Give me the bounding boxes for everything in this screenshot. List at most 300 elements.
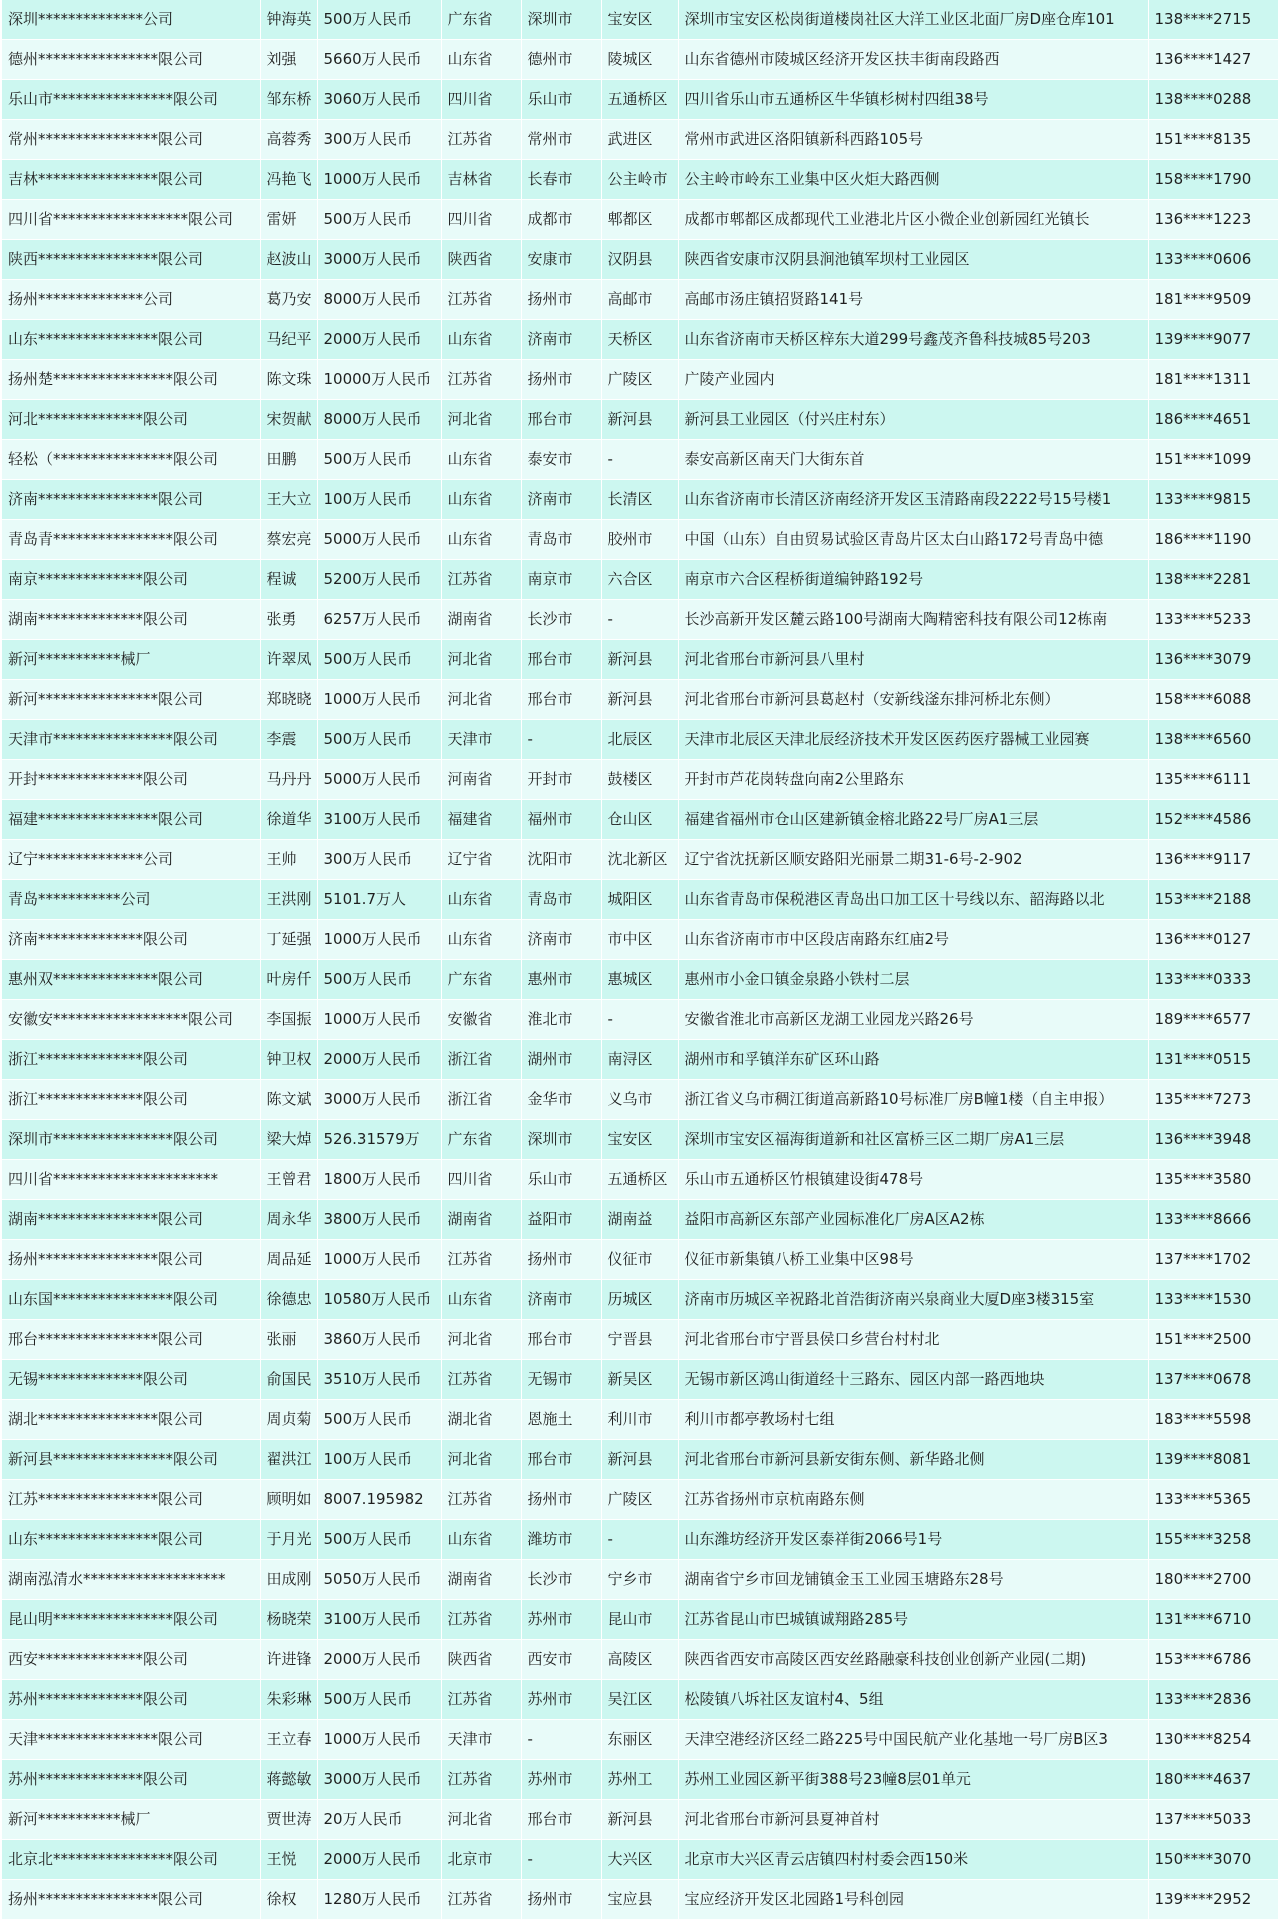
- registered-capital-cell: 100万人民币: [317, 480, 441, 520]
- table-row: [2, 1800, 1278, 1840]
- district-cell: 新河县: [601, 1440, 678, 1480]
- phone-cell: 138****2281: [1148, 560, 1278, 600]
- legal-rep-cell: 田成刚: [260, 1560, 317, 1600]
- district-cell: 城阳区: [601, 880, 678, 920]
- table-row: [2, 1880, 1278, 1920]
- phone-cell: 183****5598: [1148, 1400, 1278, 1440]
- registered-capital-cell: 500万人民币: [317, 1680, 441, 1720]
- district-cell: 汉阴县: [601, 240, 678, 280]
- registered-capital-cell: 1800万人民币: [317, 1160, 441, 1200]
- company-name-cell: 德州****************限公司: [2, 40, 260, 80]
- district-cell: 胶州市: [601, 520, 678, 560]
- city-cell: 苏州市: [521, 1760, 601, 1800]
- registered-capital-cell: 500万人民币: [317, 1520, 441, 1560]
- table-row: [2, 1840, 1278, 1880]
- table-row: [2, 120, 1278, 160]
- legal-rep-cell: 梁大焯: [260, 1120, 317, 1160]
- legal-rep-cell: 马纪平: [260, 320, 317, 360]
- registered-capital-cell: 500万人民币: [317, 200, 441, 240]
- province-cell: 山东省: [441, 440, 521, 480]
- address-cell: 河北省邢台市新河县夏神首村: [678, 1800, 1148, 1840]
- registered-capital-cell: 3100万人民币: [317, 800, 441, 840]
- address-cell: 济南市历城区辛祝路北首浩街济南兴泉商业大厦D座3楼315室: [678, 1280, 1148, 1320]
- phone-cell: 151****1099: [1148, 440, 1278, 480]
- province-cell: 广东省: [441, 960, 521, 1000]
- city-cell: 青岛市: [521, 880, 601, 920]
- address-cell: 乐山市五通桥区竹根镇建设街478号: [678, 1160, 1148, 1200]
- district-cell: 五通桥区: [601, 1160, 678, 1200]
- legal-rep-cell: 顾明如: [260, 1480, 317, 1520]
- phone-cell: 135****7273: [1148, 1080, 1278, 1120]
- table-row: [2, 1000, 1278, 1040]
- district-cell: 新吴区: [601, 1360, 678, 1400]
- district-cell: 北辰区: [601, 720, 678, 760]
- table-row: [2, 1480, 1278, 1520]
- company-name-cell: 青岛***********公司: [2, 880, 260, 920]
- province-cell: 山东省: [441, 1520, 521, 1560]
- province-cell: 四川省: [441, 80, 521, 120]
- address-cell: 深圳市宝安区福海街道新和社区富桥三区二期厂房A1三层: [678, 1120, 1148, 1160]
- table-row: [2, 200, 1278, 240]
- registered-capital-cell: 300万人民币: [317, 120, 441, 160]
- company-name-cell: 吉林****************限公司: [2, 160, 260, 200]
- district-cell: -: [601, 600, 678, 640]
- phone-cell: 133****5233: [1148, 600, 1278, 640]
- province-cell: 浙江省: [441, 1040, 521, 1080]
- phone-cell: 186****1190: [1148, 520, 1278, 560]
- company-name-cell: 乐山市****************限公司: [2, 80, 260, 120]
- address-cell: 山东省青岛市保税港区青岛出口加工区十号线以东、韶海路以北: [678, 880, 1148, 920]
- city-cell: 济南市: [521, 480, 601, 520]
- legal-rep-cell: 王洪刚: [260, 880, 317, 920]
- city-cell: 邢台市: [521, 1440, 601, 1480]
- city-cell: 福州市: [521, 800, 601, 840]
- table-row: [2, 1560, 1278, 1600]
- city-cell: 济南市: [521, 320, 601, 360]
- address-cell: 湖南省宁乡市回龙铺镇金玉工业园玉塘路东28号: [678, 1560, 1148, 1600]
- table-row: [2, 1320, 1278, 1360]
- address-cell: 成都市郫都区成都现代工业港北片区小微企业创新园红光镇长: [678, 200, 1148, 240]
- company-name-cell: 安徽安******************限公司: [2, 1000, 260, 1040]
- table-row: [2, 600, 1278, 640]
- district-cell: 惠城区: [601, 960, 678, 1000]
- city-cell: 南京市: [521, 560, 601, 600]
- table-row: [2, 1760, 1278, 1800]
- province-cell: 山东省: [441, 480, 521, 520]
- province-cell: 江苏省: [441, 1760, 521, 1800]
- province-cell: 广东省: [441, 0, 521, 40]
- province-cell: 山东省: [441, 920, 521, 960]
- district-cell: 利川市: [601, 1400, 678, 1440]
- legal-rep-cell: 钟海英: [260, 0, 317, 40]
- province-cell: 江苏省: [441, 1240, 521, 1280]
- registered-capital-cell: 5101.7万人: [317, 880, 441, 920]
- address-cell: 南京市六合区程桥街道编钟路192号: [678, 560, 1148, 600]
- address-cell: 益阳市高新区东部产业园标准化厂房A区A2栋: [678, 1200, 1148, 1240]
- city-cell: 成都市: [521, 200, 601, 240]
- company-name-cell: 天津市****************限公司: [2, 720, 260, 760]
- company-name-cell: 湖南****************限公司: [2, 1200, 260, 1240]
- address-cell: 福建省福州市仓山区建新镇金榕北路22号厂房A1三层: [678, 800, 1148, 840]
- company-name-cell: 福建****************限公司: [2, 800, 260, 840]
- district-cell: 东丽区: [601, 1720, 678, 1760]
- address-cell: 开封市芦花岗转盘向南2公里路东: [678, 760, 1148, 800]
- registered-capital-cell: 3060万人民币: [317, 80, 441, 120]
- legal-rep-cell: 宋贺献: [260, 400, 317, 440]
- company-name-cell: 扬州楚****************限公司: [2, 360, 260, 400]
- province-cell: 山东省: [441, 320, 521, 360]
- city-cell: 青岛市: [521, 520, 601, 560]
- registered-capital-cell: 5050万人民币: [317, 1560, 441, 1600]
- table-row: [2, 880, 1278, 920]
- province-cell: 陕西省: [441, 1640, 521, 1680]
- city-cell: 常州市: [521, 120, 601, 160]
- city-cell: 长沙市: [521, 1560, 601, 1600]
- city-cell: 邢台市: [521, 400, 601, 440]
- company-name-cell: 西安**************限公司: [2, 1640, 260, 1680]
- company-name-cell: 开封**************限公司: [2, 760, 260, 800]
- address-cell: 安徽省淮北市高新区龙湖工业园龙兴路26号: [678, 1000, 1148, 1040]
- city-cell: -: [521, 1840, 601, 1880]
- district-cell: 宁乡市: [601, 1560, 678, 1600]
- company-name-cell: 济南****************限公司: [2, 480, 260, 520]
- legal-rep-cell: 郑晓晓: [260, 680, 317, 720]
- district-cell: -: [601, 1000, 678, 1040]
- district-cell: 宝安区: [601, 1120, 678, 1160]
- registered-capital-cell: 500万人民币: [317, 1400, 441, 1440]
- registered-capital-cell: 500万人民币: [317, 0, 441, 40]
- district-cell: 高陵区: [601, 1640, 678, 1680]
- city-cell: 德州市: [521, 40, 601, 80]
- table-row: [2, 1680, 1278, 1720]
- district-cell: 义乌市: [601, 1080, 678, 1120]
- company-name-cell: 天津****************限公司: [2, 1720, 260, 1760]
- address-cell: 河北省邢台市宁晋县侯口乡营台村村北: [678, 1320, 1148, 1360]
- registered-capital-cell: 1000万人民币: [317, 160, 441, 200]
- address-cell: 河北省邢台市新河县新安街东侧、新华路北侧: [678, 1440, 1148, 1480]
- province-cell: 吉林省: [441, 160, 521, 200]
- legal-rep-cell: 冯艳飞: [260, 160, 317, 200]
- registered-capital-cell: 3510万人民币: [317, 1360, 441, 1400]
- table-row: [2, 800, 1278, 840]
- district-cell: 历城区: [601, 1280, 678, 1320]
- registered-capital-cell: 3100万人民币: [317, 1600, 441, 1640]
- city-cell: 乐山市: [521, 1160, 601, 1200]
- registered-capital-cell: 1000万人民币: [317, 1000, 441, 1040]
- phone-cell: 139****9077: [1148, 320, 1278, 360]
- registered-capital-cell: 1000万人民币: [317, 920, 441, 960]
- company-name-cell: 湖北****************限公司: [2, 1400, 260, 1440]
- city-cell: 扬州市: [521, 280, 601, 320]
- phone-cell: 139****8081: [1148, 1440, 1278, 1480]
- legal-rep-cell: 邹东桥: [260, 80, 317, 120]
- company-name-cell: 无锡**************限公司: [2, 1360, 260, 1400]
- legal-rep-cell: 徐道华: [260, 800, 317, 840]
- district-cell: 公主岭市: [601, 160, 678, 200]
- registered-capital-cell: 3860万人民币: [317, 1320, 441, 1360]
- phone-cell: 133****8666: [1148, 1200, 1278, 1240]
- address-cell: 高邮市汤庄镇招贤路141号: [678, 280, 1148, 320]
- table-row: [2, 80, 1278, 120]
- district-cell: 新河县: [601, 680, 678, 720]
- registered-capital-cell: 500万人民币: [317, 440, 441, 480]
- phone-cell: 151****2500: [1148, 1320, 1278, 1360]
- city-cell: 扬州市: [521, 1240, 601, 1280]
- address-cell: 山东省济南市市中区段店南路东红庙2号: [678, 920, 1148, 960]
- city-cell: 长沙市: [521, 600, 601, 640]
- phone-cell: 180****2700: [1148, 1560, 1278, 1600]
- province-cell: 天津市: [441, 720, 521, 760]
- company-name-cell: 新河****************限公司: [2, 680, 260, 720]
- phone-cell: 133****9815: [1148, 480, 1278, 520]
- province-cell: 江苏省: [441, 1360, 521, 1400]
- legal-rep-cell: 王帅: [260, 840, 317, 880]
- legal-rep-cell: 王曾君: [260, 1160, 317, 1200]
- table-row: [2, 680, 1278, 720]
- province-cell: 四川省: [441, 200, 521, 240]
- address-cell: 惠州市小金口镇金泉路小铁村二层: [678, 960, 1148, 1000]
- company-name-cell: 新河县****************限公司: [2, 1440, 260, 1480]
- table-row: [2, 1280, 1278, 1320]
- table-row: [2, 1120, 1278, 1160]
- legal-rep-cell: 蒋懿敏: [260, 1760, 317, 1800]
- legal-rep-cell: 田鹏: [260, 440, 317, 480]
- phone-cell: 130****8254: [1148, 1720, 1278, 1760]
- phone-cell: 152****4586: [1148, 800, 1278, 840]
- city-cell: 金华市: [521, 1080, 601, 1120]
- legal-rep-cell: 贾世涛: [260, 1800, 317, 1840]
- legal-rep-cell: 王立春: [260, 1720, 317, 1760]
- phone-cell: 136****1427: [1148, 40, 1278, 80]
- company-name-cell: 苏州**************限公司: [2, 1760, 260, 1800]
- registered-capital-cell: 10580万人民币: [317, 1280, 441, 1320]
- legal-rep-cell: 刘强: [260, 40, 317, 80]
- phone-cell: 133****1530: [1148, 1280, 1278, 1320]
- table-row: [2, 400, 1278, 440]
- legal-rep-cell: 赵波山: [260, 240, 317, 280]
- city-cell: 邢台市: [521, 1800, 601, 1840]
- district-cell: 六合区: [601, 560, 678, 600]
- registered-capital-cell: 300万人民币: [317, 840, 441, 880]
- phone-cell: 158****6088: [1148, 680, 1278, 720]
- province-cell: 浙江省: [441, 1080, 521, 1120]
- registered-capital-cell: 8007.195982: [317, 1480, 441, 1520]
- district-cell: 天桥区: [601, 320, 678, 360]
- phone-cell: 136****0127: [1148, 920, 1278, 960]
- company-name-cell: 山东国****************限公司: [2, 1280, 260, 1320]
- district-cell: 昆山市: [601, 1600, 678, 1640]
- city-cell: 济南市: [521, 920, 601, 960]
- registered-capital-cell: 1000万人民币: [317, 1240, 441, 1280]
- phone-cell: 133****2836: [1148, 1680, 1278, 1720]
- registered-capital-cell: 2000万人民币: [317, 1840, 441, 1880]
- address-cell: 江苏省扬州市京杭南路东侧: [678, 1480, 1148, 1520]
- table-row: [2, 480, 1278, 520]
- province-cell: 湖南省: [441, 1200, 521, 1240]
- company-table: [2, 0, 1278, 1920]
- address-cell: 浙江省义乌市稠江街道高新路10号标准厂房B幢1楼（自主申报）: [678, 1080, 1148, 1120]
- city-cell: 淮北市: [521, 1000, 601, 1040]
- address-cell: 陕西省安康市汉阴县涧池镇军坝村工业园区: [678, 240, 1148, 280]
- province-cell: 湖南省: [441, 600, 521, 640]
- legal-rep-cell: 周贞菊: [260, 1400, 317, 1440]
- legal-rep-cell: 周品延: [260, 1240, 317, 1280]
- company-name-cell: 扬州****************限公司: [2, 1240, 260, 1280]
- company-name-cell: 湖南**************限公司: [2, 600, 260, 640]
- company-name-cell: 深圳**************公司: [2, 0, 260, 40]
- province-cell: 陕西省: [441, 240, 521, 280]
- registered-capital-cell: 100万人民币: [317, 1440, 441, 1480]
- phone-cell: 136****3079: [1148, 640, 1278, 680]
- legal-rep-cell: 马丹丹: [260, 760, 317, 800]
- province-cell: 河北省: [441, 1440, 521, 1480]
- address-cell: 常州市武进区洛阳镇新科西路105号: [678, 120, 1148, 160]
- phone-cell: 153****2188: [1148, 880, 1278, 920]
- legal-rep-cell: 王大立: [260, 480, 317, 520]
- table-row: [2, 0, 1278, 40]
- company-name-cell: 青岛青****************限公司: [2, 520, 260, 560]
- company-name-cell: 常州****************限公司: [2, 120, 260, 160]
- registered-capital-cell: 2000万人民币: [317, 1040, 441, 1080]
- company-name-cell: 江苏****************限公司: [2, 1480, 260, 1520]
- district-cell: 高邮市: [601, 280, 678, 320]
- table-row: [2, 520, 1278, 560]
- company-name-cell: 山东****************限公司: [2, 1520, 260, 1560]
- table-row: [2, 40, 1278, 80]
- phone-cell: 181****1311: [1148, 360, 1278, 400]
- address-cell: 湖州市和孚镇洋东矿区环山路: [678, 1040, 1148, 1080]
- table-row: [2, 1160, 1278, 1200]
- phone-cell: 133****5365: [1148, 1480, 1278, 1520]
- address-cell: 利川市都亭教场村七组: [678, 1400, 1148, 1440]
- phone-cell: 139****2952: [1148, 1880, 1278, 1920]
- table-row: [2, 1080, 1278, 1120]
- province-cell: 江苏省: [441, 1600, 521, 1640]
- address-cell: 广陵产业园内: [678, 360, 1148, 400]
- district-cell: -: [601, 440, 678, 480]
- legal-rep-cell: 朱彩琳: [260, 1680, 317, 1720]
- legal-rep-cell: 许进锋: [260, 1640, 317, 1680]
- address-cell: 中国（山东）自由贸易试验区青岛片区太白山路172号青岛中德: [678, 520, 1148, 560]
- company-name-cell: 山东****************限公司: [2, 320, 260, 360]
- phone-cell: 138****6560: [1148, 720, 1278, 760]
- company-name-cell: 四川省******************限公司: [2, 200, 260, 240]
- table-row: [2, 440, 1278, 480]
- company-name-cell: 扬州**************公司: [2, 280, 260, 320]
- province-cell: 山东省: [441, 880, 521, 920]
- phone-cell: 136****3948: [1148, 1120, 1278, 1160]
- table-row: [2, 1040, 1278, 1080]
- company-name-cell: 轻松（****************限公司: [2, 440, 260, 480]
- legal-rep-cell: 周永华: [260, 1200, 317, 1240]
- registered-capital-cell: 2000万人民币: [317, 320, 441, 360]
- province-cell: 河南省: [441, 760, 521, 800]
- legal-rep-cell: 于月光: [260, 1520, 317, 1560]
- address-cell: 山东省济南市长清区济南经济开发区玉清路南段2222号15号楼1: [678, 480, 1148, 520]
- company-name-cell: 昆山明****************限公司: [2, 1600, 260, 1640]
- company-name-cell: 北京北****************限公司: [2, 1840, 260, 1880]
- province-cell: 山东省: [441, 1280, 521, 1320]
- table-row: [2, 640, 1278, 680]
- province-cell: 河北省: [441, 680, 521, 720]
- district-cell: 长清区: [601, 480, 678, 520]
- registered-capital-cell: 5200万人民币: [317, 560, 441, 600]
- city-cell: 湖州市: [521, 1040, 601, 1080]
- legal-rep-cell: 雷妍: [260, 200, 317, 240]
- legal-rep-cell: 钟卫权: [260, 1040, 317, 1080]
- province-cell: 福建省: [441, 800, 521, 840]
- registered-capital-cell: 5000万人民币: [317, 520, 441, 560]
- phone-cell: 155****3258: [1148, 1520, 1278, 1560]
- legal-rep-cell: 陈文珠: [260, 360, 317, 400]
- registered-capital-cell: 1280万人民币: [317, 1880, 441, 1920]
- registered-capital-cell: 20万人民币: [317, 1800, 441, 1840]
- registered-capital-cell: 526.31579万: [317, 1120, 441, 1160]
- company-name-cell: 苏州**************限公司: [2, 1680, 260, 1720]
- registered-capital-cell: 10000万人民币: [317, 360, 441, 400]
- phone-cell: 151****8135: [1148, 120, 1278, 160]
- district-cell: 宝应县: [601, 1880, 678, 1920]
- city-cell: 安康市: [521, 240, 601, 280]
- address-cell: 深圳市宝安区松岗街道楼岗社区大洋工业区北面厂房D座仓库101: [678, 0, 1148, 40]
- table-row: [2, 1360, 1278, 1400]
- province-cell: 江苏省: [441, 1480, 521, 1520]
- province-cell: 天津市: [441, 1720, 521, 1760]
- phone-cell: 135****6111: [1148, 760, 1278, 800]
- company-name-cell: 南京**************限公司: [2, 560, 260, 600]
- city-cell: 无锡市: [521, 1360, 601, 1400]
- district-cell: 市中区: [601, 920, 678, 960]
- registered-capital-cell: 8000万人民币: [317, 400, 441, 440]
- table-row: [2, 920, 1278, 960]
- registered-capital-cell: 500万人民币: [317, 960, 441, 1000]
- legal-rep-cell: 陈文斌: [260, 1080, 317, 1120]
- address-cell: 山东潍坊经济开发区泰祥街2066号1号: [678, 1520, 1148, 1560]
- legal-rep-cell: 徐权: [260, 1880, 317, 1920]
- district-cell: 宁晋县: [601, 1320, 678, 1360]
- city-cell: 扬州市: [521, 360, 601, 400]
- phone-cell: 136****1223: [1148, 200, 1278, 240]
- district-cell: 广陵区: [601, 360, 678, 400]
- province-cell: 江苏省: [441, 1880, 521, 1920]
- legal-rep-cell: 王悦: [260, 1840, 317, 1880]
- phone-cell: 135****3580: [1148, 1160, 1278, 1200]
- city-cell: 深圳市: [521, 1120, 601, 1160]
- address-cell: 北京市大兴区青云店镇四村村委会西150米: [678, 1840, 1148, 1880]
- province-cell: 广东省: [441, 1120, 521, 1160]
- province-cell: 北京市: [441, 1840, 521, 1880]
- province-cell: 河北省: [441, 1320, 521, 1360]
- phone-cell: 133****0333: [1148, 960, 1278, 1000]
- phone-cell: 158****1790: [1148, 160, 1278, 200]
- address-cell: 长沙高新开发区麓云路100号湖南大陶精密科技有限公司12栋南: [678, 600, 1148, 640]
- table-row: [2, 1440, 1278, 1480]
- city-cell: 苏州市: [521, 1600, 601, 1640]
- registered-capital-cell: 8000万人民币: [317, 280, 441, 320]
- company-name-cell: 深圳市****************限公司: [2, 1120, 260, 1160]
- address-cell: 宝应经济开发区北园路1号科创园: [678, 1880, 1148, 1920]
- address-cell: 河北省邢台市新河县八里村: [678, 640, 1148, 680]
- legal-rep-cell: 叶房仟: [260, 960, 317, 1000]
- legal-rep-cell: 徐德忠: [260, 1280, 317, 1320]
- address-cell: 泰安高新区南天门大街东首: [678, 440, 1148, 480]
- province-cell: 湖南省: [441, 1560, 521, 1600]
- legal-rep-cell: 李国振: [260, 1000, 317, 1040]
- city-cell: 邢台市: [521, 680, 601, 720]
- district-cell: 苏州工: [601, 1760, 678, 1800]
- district-cell: 大兴区: [601, 1840, 678, 1880]
- table-row: [2, 1200, 1278, 1240]
